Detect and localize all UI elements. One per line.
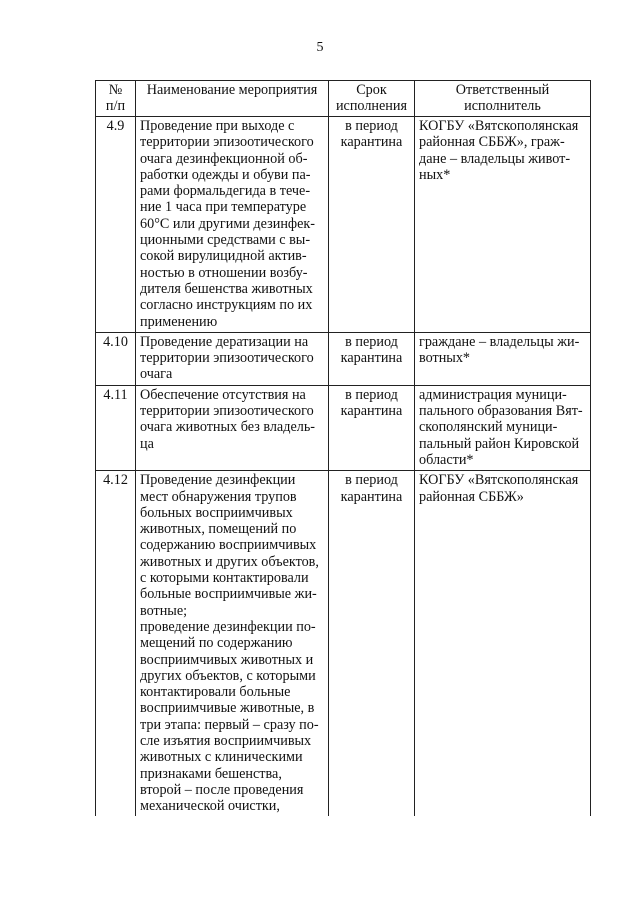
measure-name-line: работки одежды и обуви па- xyxy=(140,166,311,183)
row-number: 4.9 xyxy=(96,117,136,333)
header-term-line: исполнения xyxy=(335,97,408,114)
measure-responsible-line: администрация муници- xyxy=(419,386,567,403)
measure-name-line: Проведение дезинфекции xyxy=(140,472,296,489)
measure-term-line: карантина xyxy=(340,403,403,420)
measure-name-line: ностью в отношении возбу- xyxy=(140,264,308,281)
table-row xyxy=(96,117,591,333)
measure-term xyxy=(329,117,415,333)
header-term xyxy=(329,81,415,117)
page-number: 5 xyxy=(316,40,324,55)
header-number-line: п/п xyxy=(105,97,126,114)
measure-responsible-line: граждане – владельцы жи- xyxy=(419,333,580,350)
measure-name-line: дителя бешенства животных xyxy=(140,280,313,297)
measure-term-line: карантина xyxy=(340,134,403,151)
measure-name-line: Проведение при выходе с xyxy=(140,118,295,134)
measure-name xyxy=(136,385,329,470)
row-number: 4.12 xyxy=(96,471,136,817)
measure-name xyxy=(136,117,329,333)
measure-name-line: больных восприимчивых xyxy=(140,504,293,521)
measure-name-line: рами формальдегида в тече- xyxy=(140,183,311,200)
measure-responsible-line: ных* xyxy=(419,166,451,183)
measure-term xyxy=(329,332,415,385)
header-number xyxy=(96,81,136,117)
header-responsible-line: исполнитель xyxy=(464,97,541,114)
measure-name-line: вотные; xyxy=(140,602,188,619)
table-row xyxy=(96,332,591,385)
measure-name-line: проведение дезинфекции по- xyxy=(140,618,316,635)
measure-responsible-line: пальный район Кировской xyxy=(419,435,580,452)
measure-name-line: с которыми контактировали xyxy=(140,570,309,587)
measure-name-line: территории эпизоотического xyxy=(140,350,314,367)
measure-term xyxy=(329,385,415,470)
measure-responsible-line: скополянский муници- xyxy=(419,419,558,436)
measure-responsible xyxy=(415,471,591,817)
measure-name-line: Обеспечение отсутствия на xyxy=(140,386,306,403)
measure-responsible-line: районная СББЖ» xyxy=(419,488,524,505)
row-number: 4.11 xyxy=(96,385,136,470)
measure-name xyxy=(136,471,329,817)
measure-name-line: животных с клиническими xyxy=(140,749,303,766)
measure-responsible xyxy=(415,332,591,385)
header-term-line: Срок xyxy=(356,82,387,98)
measure-name-line: мест обнаружения трупов xyxy=(140,488,297,505)
measure-term-line: карантина xyxy=(340,350,403,367)
measure-name-line: применению xyxy=(140,313,218,330)
measure-name-line: мещений по содержанию xyxy=(140,635,293,652)
measure-name-line: ца xyxy=(140,435,154,452)
measure-name-line: ние 1 часа при температуре xyxy=(140,199,307,216)
measure-name-line: ционными средствами с вы- xyxy=(140,232,311,249)
measure-responsible xyxy=(415,385,591,470)
measure-name-line: Проведение дератизации на xyxy=(140,333,309,350)
measure-responsible xyxy=(415,117,591,333)
measure-name-line: очага дезинфекционной об- xyxy=(140,150,308,167)
header-number-line: № xyxy=(108,82,123,98)
measure-term xyxy=(329,471,415,817)
header-responsible xyxy=(415,81,591,117)
measures-table xyxy=(95,80,591,816)
table-header-row xyxy=(96,81,591,117)
measure-name-line: механической очистки, xyxy=(140,798,280,815)
measure-responsible-line: районная СББЖ», граж- xyxy=(419,134,565,151)
measure-name-line: территории эпизоотического xyxy=(140,134,314,151)
measure-responsible-line: КОГБУ «Вятскополянская xyxy=(419,472,579,489)
measure-term-line: в период xyxy=(345,118,398,134)
measure-term-line: карантина xyxy=(340,488,403,505)
measure-responsible-line: пального образования Вят- xyxy=(419,403,583,420)
measure-term-line: в период xyxy=(345,472,398,489)
header-responsible-line: Ответственный xyxy=(455,82,550,98)
header-name-line: Наименование мероприятия xyxy=(146,82,318,98)
measure-term-line: в период xyxy=(345,333,398,350)
measure-name-line: других объектов, с которыми xyxy=(140,667,316,684)
measure-name-line: контактировали больные xyxy=(140,684,291,701)
measure-name-line: территории эпизоотического xyxy=(140,403,314,420)
measure-name-line: животных, помещений по xyxy=(140,521,297,538)
measure-name-line: содержанию восприимчивых xyxy=(140,537,317,554)
measure-name-line: очага xyxy=(140,366,173,383)
measure-name-line: очага животных без владель- xyxy=(140,419,316,436)
measure-responsible-line: дане – владельцы живот- xyxy=(419,150,571,167)
measure-responsible-line: области* xyxy=(419,451,474,468)
measure-name-line: животных и других объектов, xyxy=(140,553,319,570)
table-row xyxy=(96,385,591,470)
measure-name-line: 60°С или другими дезинфек- xyxy=(140,215,316,232)
measure-name-line: восприимчивых животных и xyxy=(140,651,314,668)
measure-name-line: сле изъятия восприимчивых xyxy=(140,732,312,749)
measure-name-line: признаками бешенства, xyxy=(140,765,282,782)
row-number: 4.10 xyxy=(96,332,136,385)
measure-name-line: второй – после проведения xyxy=(140,781,304,798)
measure-name-line: согласно инструкциям по их xyxy=(140,297,313,314)
measure-name-line: восприимчивые животные, в xyxy=(140,700,315,717)
measure-responsible-line: вотных* xyxy=(419,350,471,367)
measure-name xyxy=(136,332,329,385)
table-row xyxy=(96,471,591,817)
header-name xyxy=(136,81,329,117)
measure-name-line: сокой вирулицидной актив- xyxy=(140,248,307,265)
measure-name-line: три этапа: первый – сразу по- xyxy=(140,716,319,733)
measure-responsible-line: КОГБУ «Вятскополянская xyxy=(419,118,579,134)
measure-term-line: в период xyxy=(345,386,398,403)
measure-name-line: больные восприимчивые жи- xyxy=(140,586,317,603)
